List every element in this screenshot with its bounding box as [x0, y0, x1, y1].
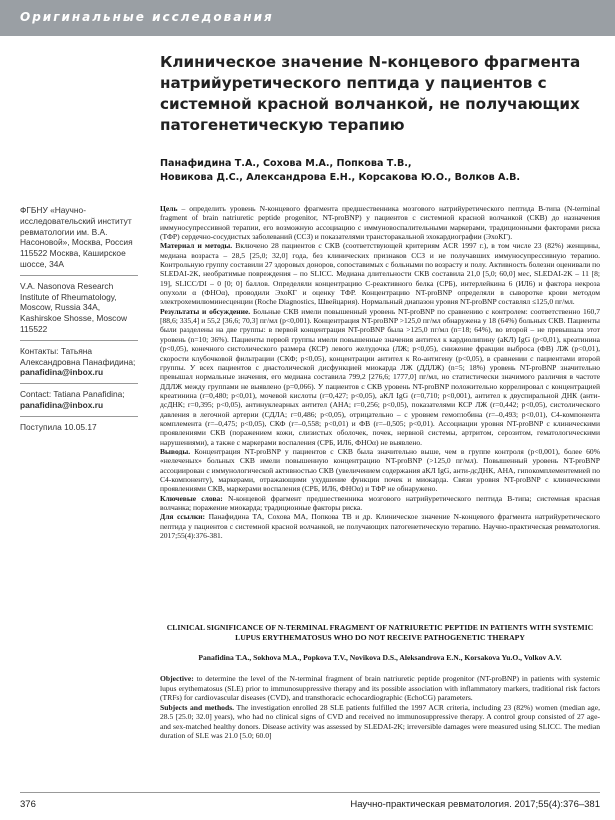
page-number: 376 [20, 799, 36, 810]
abstract-en-objective [160, 674, 600, 703]
sidebar-divider [20, 340, 138, 341]
contact-ru [20, 346, 138, 378]
english-title: CLINICAL SIGNIFICANCE OF N-TERMINAL FRAGMENT OF NATRIURETIC PEPTIDE IN PATIENTS WITH SYSTEMIC LUPUS ERYTHEMATOSUS WHO DO NOT RECEIVE PATHOGENETIC THERAPY [166, 623, 594, 642]
abstract-en [160, 674, 600, 741]
goal-label: Цель [160, 204, 178, 213]
abstract-ru-keywords [160, 494, 600, 513]
objective-label: Objective: [160, 674, 194, 683]
citation-text: Панафидина ТА, Сохова МА, Попкова ТВ и др. Клиническое значение N-концевого фрагмента натрийуретического пептида у пациентов с системной красной волчанкой, не получающих патогенетическую терапию. Научно-практическая ревматология. 2017;55(4):376-381. [160, 512, 601, 541]
keywords-text: N-концевой фрагмент предшественника мозгового натрийуретического пептида В-типа; системная красная волчанка; поражение миокарда; традиционные факторы риска. [160, 493, 600, 512]
methods-text: Включено 28 пациентов с СКВ (соответствующей критериям ACR 1997 г.), в том числе 23 (82%) женщины, медиана возраста – 28,5 [25,0; 32,0] года, без клинических признаков ССЗ и не получавших иммуносупрессивную терапию. Контрольную группу составили 27 здоровых доноров, сопоставимых с больными по возрасту и полу. Активность болезни оценивали по SLEDAI-2K, необратимые повреждения – по SLICC. Медиана длительности СКВ составила 21,0 [5,0; 60,0] мес, SLEDAI-2K – 11 [8; 19], SLICC/DI – 0 [0; 0] баллов. Определяли концентрацию С-реактивного белка (СРБ), интерлейкина 6 (ИЛ6) и фактора некроза опухоли α (ФНОα), проводили ЭхоКГ и оценку ТФР. Концентрацию NT-proBNP определяли в сыворотке крови методом электрохемилюминесценции (Roche Diagnostics, Швейцария). Нормальный диапазон уровня NT-proBNP составлял ≤125,0 пг/мл. [160, 241, 600, 307]
section-label: Оригинальные исследования [20, 10, 274, 24]
conclusion-label: Выводы. [160, 446, 191, 456]
abstract-ru-results [160, 307, 600, 447]
abstract-ru-conclusion [160, 447, 600, 494]
affiliation-sidebar [20, 205, 138, 433]
abstract-ru [160, 204, 600, 540]
authors-line-1: Панафидина Т.А., Сохова М.А., Попкова Т.В., [160, 158, 412, 169]
results-label: Результаты и обсуждение. [160, 306, 251, 316]
contact-en [20, 389, 138, 411]
authors [160, 157, 600, 185]
conclusion-text: Концентрация NT-proBNP у пациентов с СКВ была значительно выше, чем в группе контроля (p<0,001), более 60% «нелеченых» больных СКВ имели повышенную концентрацию NT-proBNP (>125,0 пг/мл). Повышенный уровень NT-proBNP ассоциирован с иммунологической активностью СКВ (увеличением содержания аКЛ IgG, анти-дсДНК, АНА, гипокомплементемией по С4-компоненту), маркерами, отражающими ухудшение функции почек и миокарда. Связи уровня NT-proBNP с клиническими проявлениями СКВ, маркерами воспаления (СРБ, ИЛ6, ФНОα) и ТФР не обнаружено. [160, 446, 600, 494]
sidebar-divider [20, 275, 138, 276]
english-authors: Panafidina T.A., Sokhova M.A., Popkova T.V., Novikova D.S., Aleksandrova E.N., Korsakova Yu.O., Volkov A.V. [198, 653, 562, 662]
affiliation-ru: ФГБНУ «Научно-исследовательский институт ревматологии им. В.А. Насоновой», Москва, Россия 115522 Москва, Каширское шоссе, 34А [20, 205, 133, 269]
en-methods-text: The investigation enrolled 28 SLE patients fulfilled the 1997 ACR criteria, including 23 (82%) women (median age, 28.5 [25.0; 32.0] years), who had no clinical signs of CVD and received no immunosuppressive therapy. A control group consisted of 27 age-and sex-matched healthy donors. Disease activity was assessed by SLEDAI-2K; irreversible damages were measured using SLICC. The median duration of SLE was 21.0 [5.0; 60.0] [160, 702, 600, 740]
authors-line-2: Новикова Д.С., Александрова Е.Н., Корсакова Ю.О., Волков А.В. [160, 172, 521, 183]
article-title: Клиническое значение N-концевого фрагмента натрийуретического пептида у пациентов с системной красной волчанкой, не получающих патогенетическую терапию [160, 53, 581, 134]
abstract-ru-goal [160, 204, 600, 241]
citation-label: Для ссылки: [160, 512, 206, 522]
keywords-label: Ключевые слова: [160, 493, 223, 503]
contact-ru-email[interactable]: panafidina@inbox.ru [20, 367, 104, 378]
goal-text: – определить уровень N-концевого фрагмента предшественника мозгового натрийуретического пептида В-типа (N-terminal fragment of brain natriuretic peptide progenitor, NT-proBNP) у пациентов с системной красной волчанкой (СКВ) до назначения иммуносупрессивной терапии, его возможную ассоциацию с иммуновоспалительными маркерами, традиционными факторами риска (ТФР) сердечно-сосудистых заболеваний (ССЗ) и показателями трансторакальной эхокардиографии (ЭхоКГ). [160, 204, 600, 242]
en-methods-label: Subjects and methods. [160, 702, 235, 712]
abstract-ru-citation [160, 512, 600, 540]
footer-divider [20, 792, 600, 793]
journal-reference: Научно-практическая ревматология. 2017;55(4):376–381 [350, 799, 600, 810]
contact-ru-label: Контакты: Татьяна Александровна Панафидина; [20, 345, 136, 367]
abstract-ru-methods [160, 241, 600, 306]
objective-text: to determine the level of the N-terminal fragment of brain natriuretic peptide progenitor (NT-proBNP) in patients with systemic lupus erythematosus (SLE) prior to immunosuppressive therapy and its possible association with inflammatory markers, traditional risk factors (TRFs) for cardiovascular diseases (CVD), and transthoracic echocardiographic (EchoCG) parameters. [160, 674, 600, 702]
sidebar-divider [20, 416, 138, 417]
sidebar-divider [20, 383, 138, 384]
contact-en-email[interactable]: panafidina@inbox.ru [20, 399, 104, 410]
methods-label: Материал и методы. [160, 241, 233, 251]
contact-en-label: Contact: Tatiana Panafidina; [20, 389, 125, 400]
received-date: Поступила 10.05.17 [20, 421, 97, 432]
results-text: Больные СКВ имели повышенный уровень NT-proBNP по сравнению с контролем: соответственно 160,7 [88,6; 335,4] и 55,2 [36,6; 70,3] пг/мл (p<0,001). Концентрация NT-proBNP >125,0 пг/мл обнаружена у 18 (64%) больных СКВ. Пациенты были разделены на две группы: в первой концентрация NT-proBNP была >125,0 пг/мл (n=18; 64%), во второй – не превышала этот уровень (n=10; 36%). Пациенты первой группы имели повышенные значения антител к кардиолипину (аКЛ) IgG (p<0,01), креатинина (p<0,05), конечного систолического размера (КСР) левого желудочка (ЛЖ; p<0,05), снижение фракции выброса (ФВ) ЛЖ (p<0,01), скорости клубочковой фильтрации (СКФ; p<0,05), концентрации антител к Ro-антигену (p<0,05), в сравнении с пациентами второй группы. У всех пациентов с диастолической дисфункцией миокарда ЛЖ (ДДЛЖ) (n=5; 18%) уровень NT-proBNP значительно превышал нормальные значения, его медиана составила 799,2 [276,6; 1777,0] пг/мл, но статистически значимого различия в частоте ДДЛЖ между группами не выявлено (p=0,066). У пациентов с СКВ уровень NT-proBNP положительно коррелировал с концентрацией креатинина (r=0,480; p<0,01), мочевой кислоты (r=0,427; p<0,05), аКЛ IgG (r=0,710; p<0,001), антител к двуспиральной ДНК (анти-дсДНК; r=0,395; p<0,05), антинуклеарных антител (АНА; r=0,256; p<0,05), показателями КСР ЛЖ (r=0,442; p<0,05), систолического давления в легочной артерии (СДЛА; r=0,486; p<0,05), отрицательно – с уровнем гемоглобина (r=–0,493; p<0,01), С4-компонента комплемента (r=–0,475; p<0,05), СКФ (r=–0,558; p<0,01) и ФВ (r=–0,505; p<0,01). Ассоциации уровня NT-proBNP с клиническими проявлениями СКВ (поражением кожи, слизистых оболочек, почек, нервной системы, артритом, серозитом, гематологическими нарушениями), а также с маркерами воспаления (СРБ, ИЛ6, ФНОα) не выявлено. [160, 306, 600, 447]
affiliation-en: V.A. Nasonova Research Institute of Rheumatology, Moscow, Russia 34A, Kashirskoe Shosse, Moscow 115522 [20, 280, 128, 334]
abstract-en-methods [160, 703, 600, 741]
